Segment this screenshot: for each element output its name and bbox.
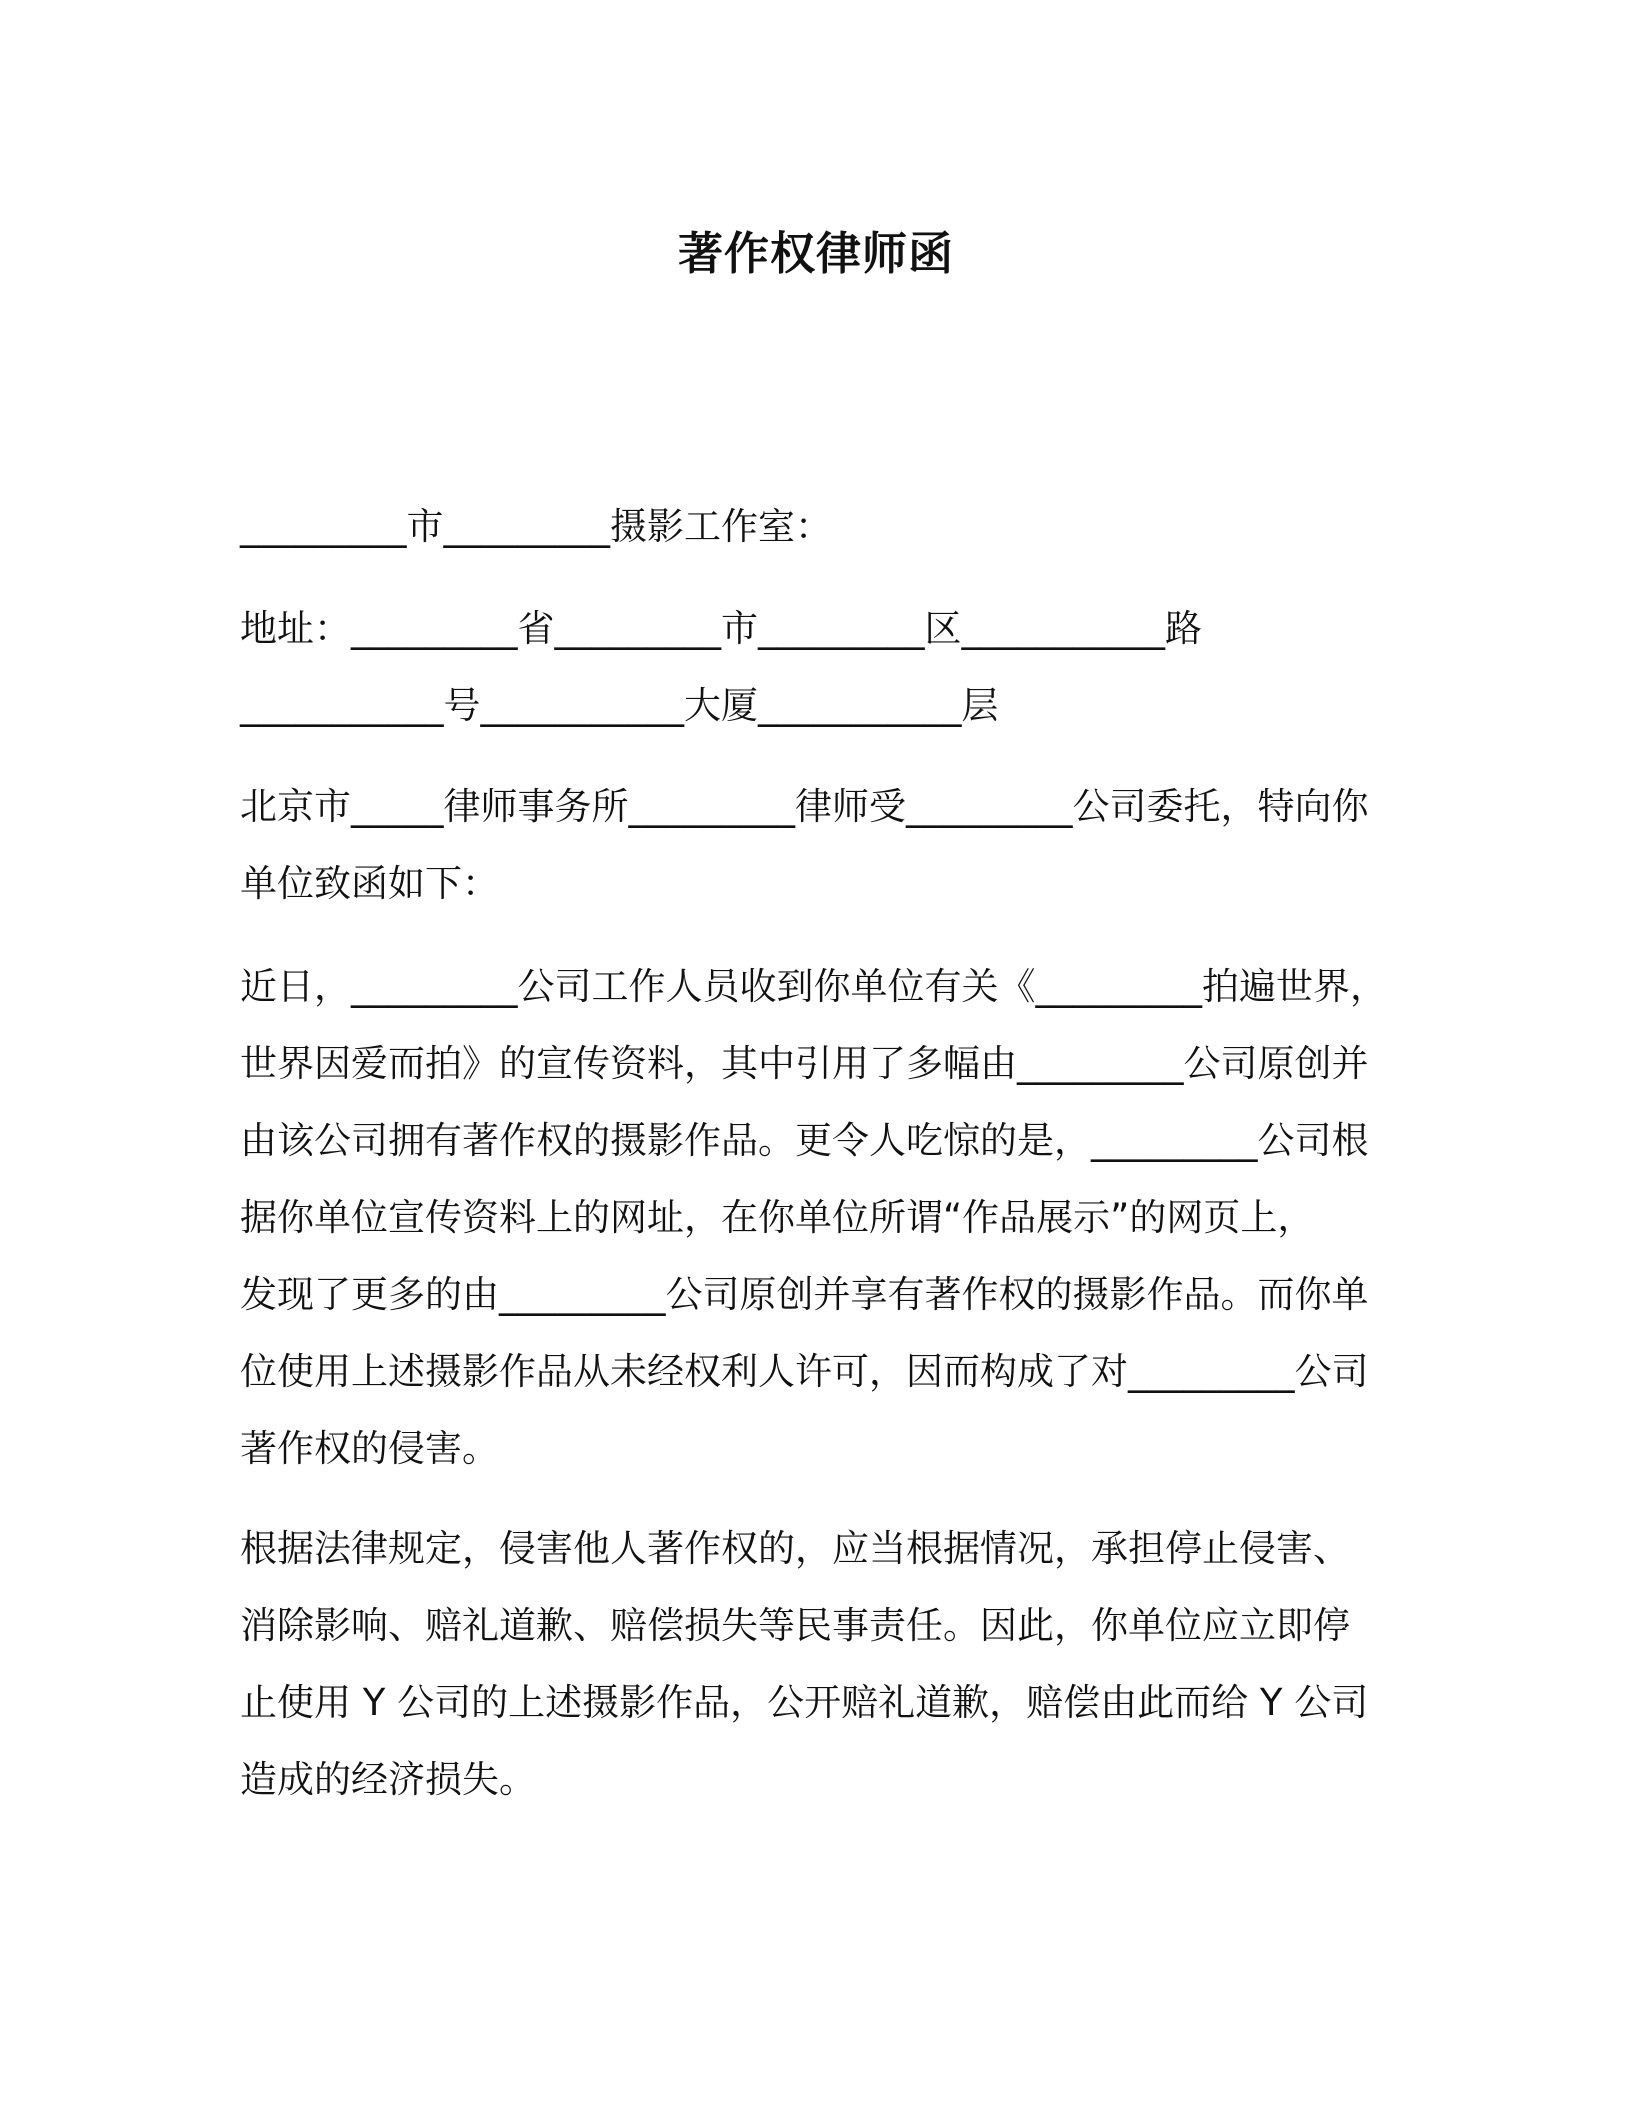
recipient-line: _________市_________摄影工作室： [240,505,832,548]
paragraph-1-line-7: 著作权的侵害。 [240,1427,499,1470]
address-line-1: 地址：_________省_________市_________区___________路 [240,607,1202,650]
paragraph-2-line-3: 止使用 Y 公司的上述摄影作品，公开赔礼道歉，赔偿由此而给 Y 公司 [240,1681,1369,1724]
recipient-block [240,488,1390,565]
address-block [240,590,1390,744]
paragraph-1-line-4: 据你单位宣传资料上的网址，在你单位所谓“作品展示”的网页上， [240,1196,1315,1239]
paragraph-2-line-1: 根据法律规定，侵害他人著作权的，应当根据情况，承担停止侵害、 [240,1527,1350,1570]
paragraph-1-line-2: 世界因爱而拍》的宣传资料，其中引用了多幅由_________公司原创并 [240,1042,1369,1085]
intro-line-1: 北京市_____律师事务所_________律师受_________公司委托，特向你 [240,785,1369,828]
address-line-2: ___________号___________大厦___________层 [240,684,999,727]
paragraph-2-line-4: 造成的经济损失。 [240,1758,536,1801]
paragraph-2 [240,1510,1390,1818]
paragraph-1-line-3: 由该公司拥有著作权的摄影作品。更令人吃惊的是，_________公司根 [240,1119,1369,1162]
paragraph-1-line-5: 发现了更多的由_________公司原创并享有著作权的摄影作品。而你单 [240,1273,1369,1316]
intro-line-2: 单位致函如下： [240,862,499,905]
intro-paragraph [240,768,1390,922]
document-title: 著作权律师函 [677,227,954,280]
paragraph-2-line-2: 消除影响、赔礼道歉、赔偿损失等民事责任。因此，你单位应立即停 [240,1604,1350,1647]
paragraph-1-line-1: 近日，_________公司工作人员收到你单位有关《_________拍遍世界， [240,965,1387,1008]
paragraph-1-line-6: 位使用上述摄影作品从未经权利人许可，因而构成了对_________公司 [240,1350,1369,1393]
paragraph-1 [240,948,1390,1487]
